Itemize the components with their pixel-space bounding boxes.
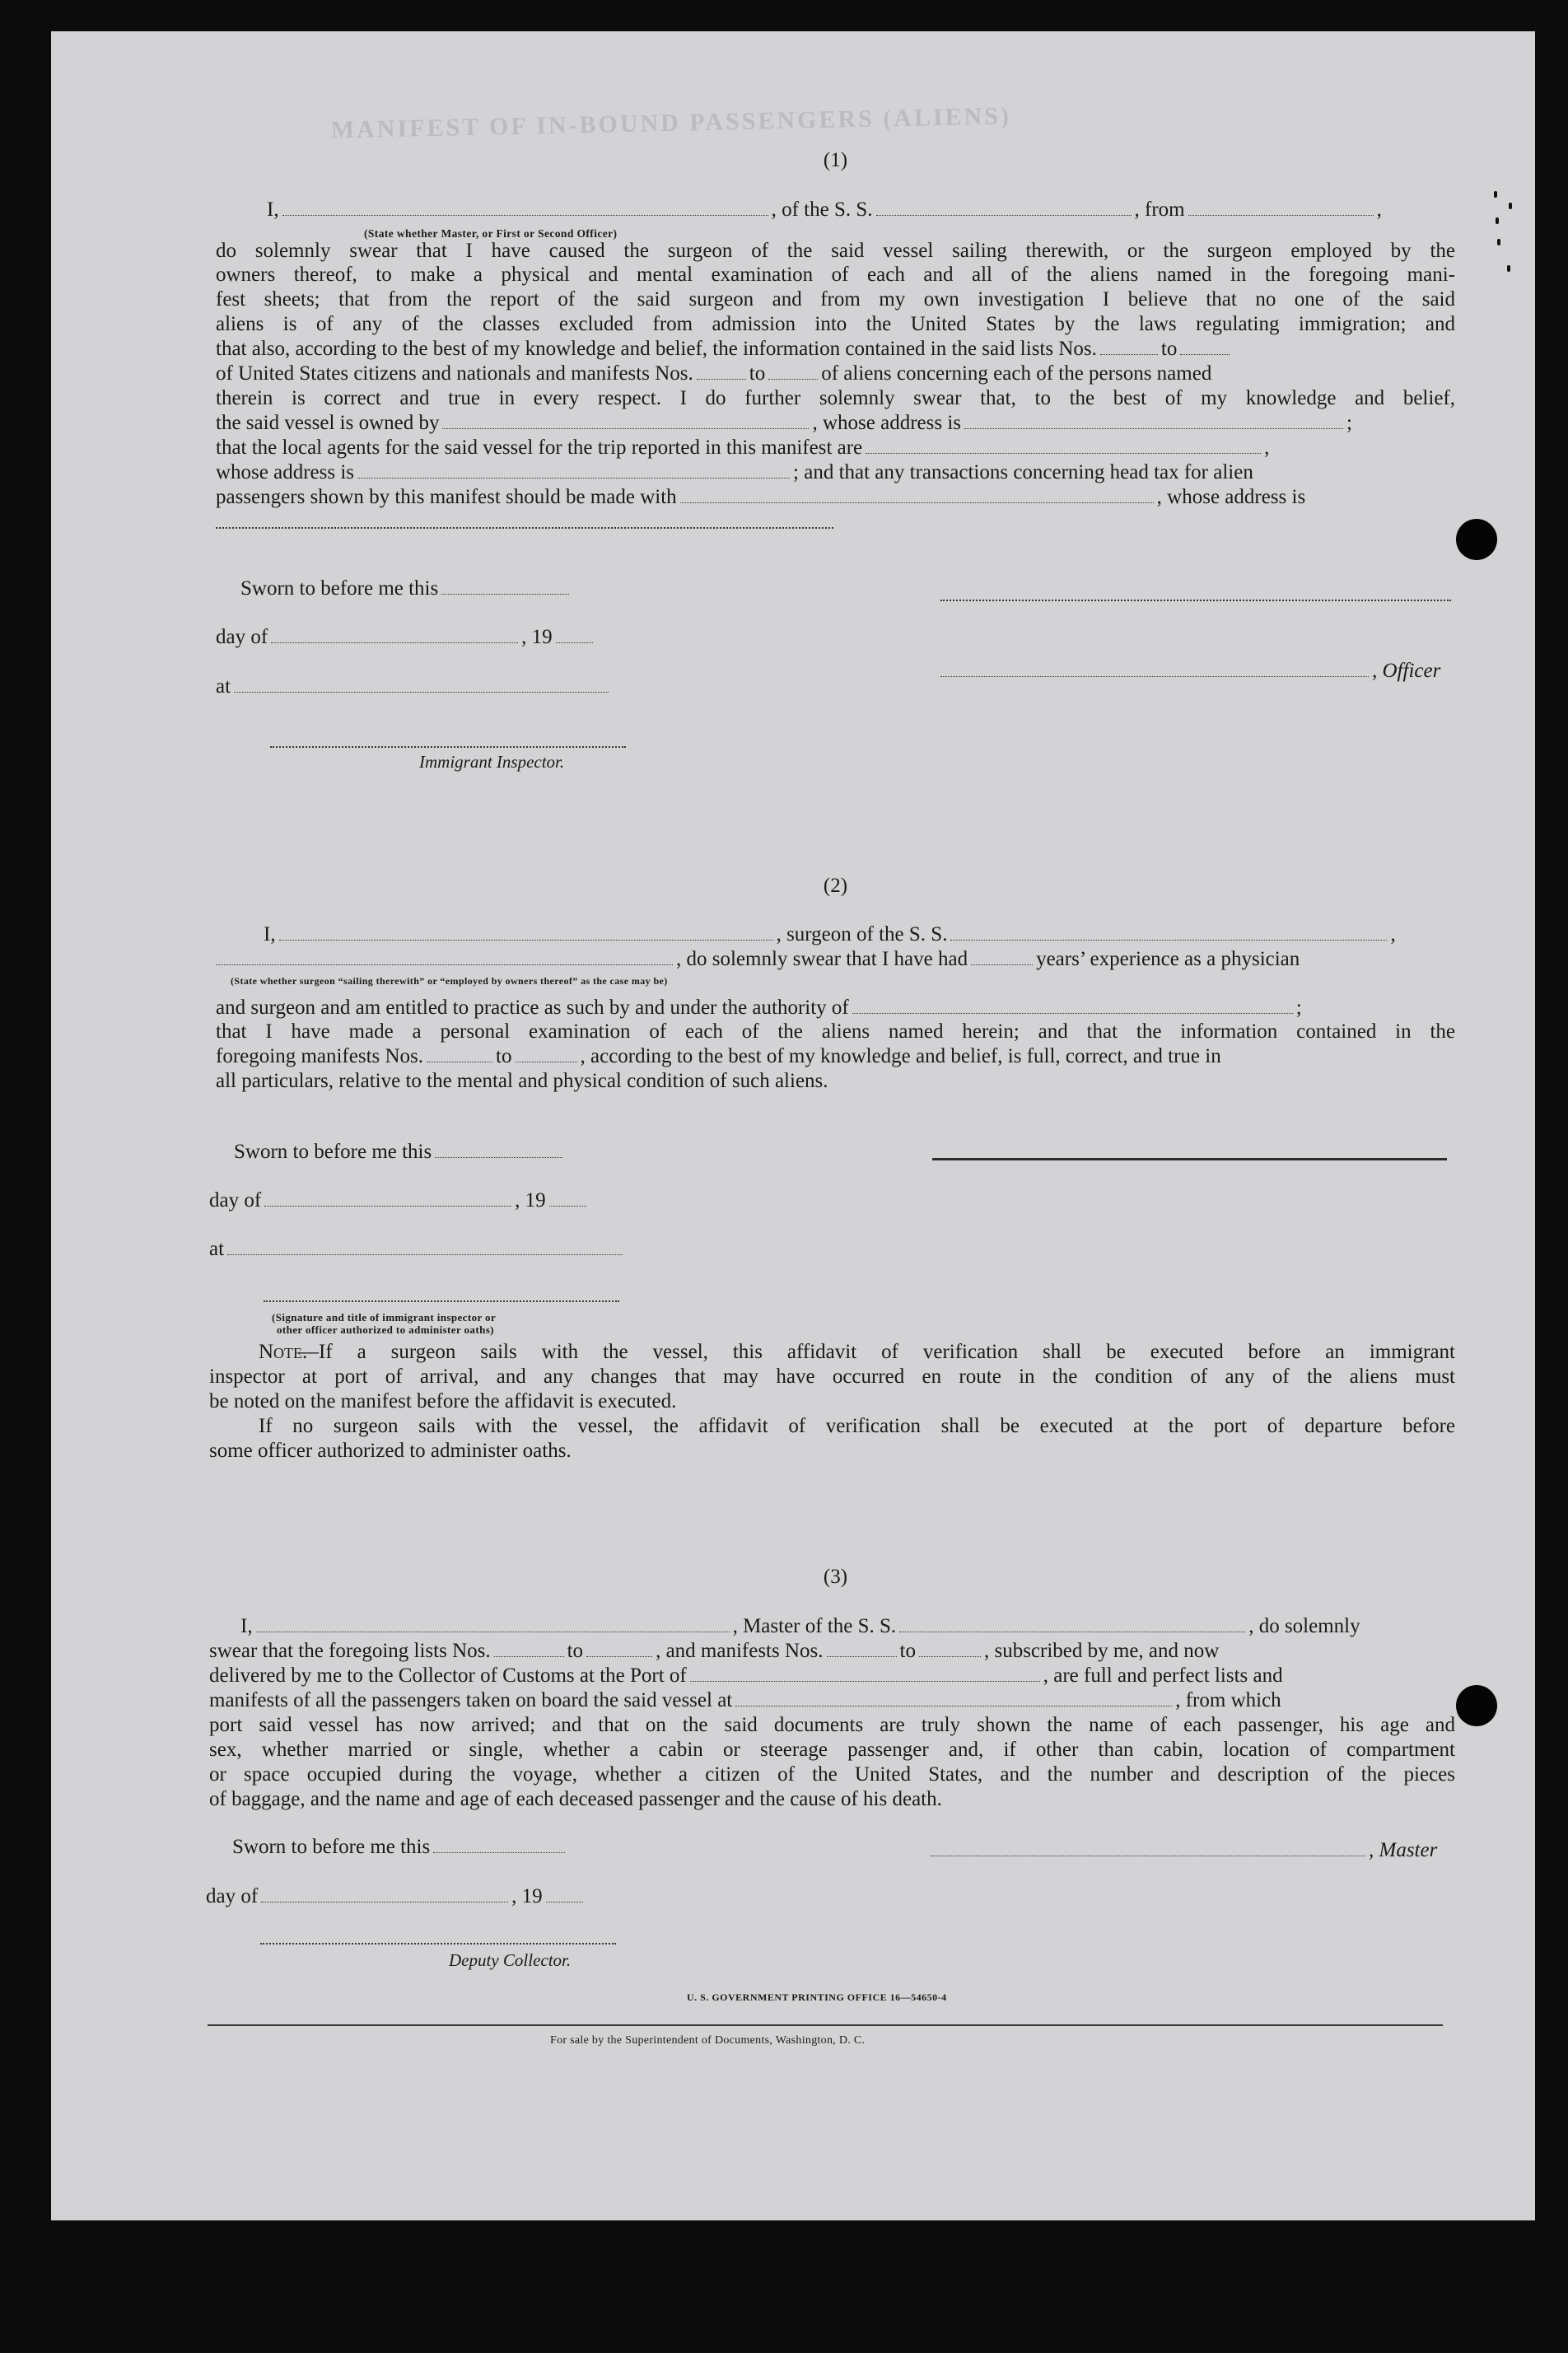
s2-note-label: Note. <box>259 1341 308 1363</box>
s2-manifest-to[interactable] <box>516 1061 577 1062</box>
s1-para-3: aliens is of any of the classes excluded from admission into the United States by the laws regulating immigration; and <box>216 313 1455 335</box>
s3-boarded-field[interactable] <box>735 1705 1172 1706</box>
s2-exam-line: that I have made a personal examination of each of the aliens named herein; and that the information contained in the <box>216 1020 1455 1043</box>
s3-sworn <box>232 1835 568 1860</box>
s1-address-field[interactable] <box>216 527 833 529</box>
section-2-number: (2) <box>823 875 848 897</box>
s2-authority: and surgeon and am entitled to practice as such by and under the authority of ; <box>216 997 1302 1019</box>
s2-day-label: day of <box>209 1189 262 1212</box>
s1-inspector-line[interactable] <box>270 746 626 748</box>
s1-citizens-text: of United States citizens and nationals and manifests Nos. <box>216 362 693 385</box>
footer-rule <box>208 2024 1443 2026</box>
s3-master-line <box>931 1838 1437 1863</box>
s3-ship-field[interactable] <box>899 1631 1245 1632</box>
s1-manifest-to[interactable] <box>768 378 818 380</box>
s2-particulars: all particulars, relative to the mental and physical condition of such aliens. <box>216 1070 828 1092</box>
s1-year-label: , 19 <box>521 626 553 648</box>
s3-master-sign-field[interactable] <box>931 1855 1365 1856</box>
printer-imprint: U. S. GOVERNMENT PRINTING OFFICE 16—54650-4 <box>687 1991 947 2003</box>
s1-passengers-text: passengers shown by this manifest should be made with <box>216 486 677 508</box>
s3-manifests-text: manifests of all the passengers taken on board the said vessel at <box>209 1689 733 1711</box>
s1-lists-to: to <box>1160 338 1178 360</box>
s1-day-field[interactable] <box>271 642 518 643</box>
s1-officer-field[interactable] <box>282 214 768 216</box>
s2-role-caption: (State whether surgeon “sailing therewith” or “employed by owners thereof” as the case may be) <box>231 975 668 987</box>
s2-surgeon-label: , surgeon of the S. S. <box>776 923 948 945</box>
s3-line1-end: , do solemnly <box>1248 1615 1360 1637</box>
s2-signature-line[interactable] <box>932 1158 1447 1160</box>
s3-para-2: or space occupied during the voyage, whether a citizen of the United States, and the number and description of the pieces <box>209 1763 1455 1786</box>
s2-years-label: years’ experience as a physician <box>1036 948 1300 970</box>
s1-ss-label: , of the S. S. <box>771 198 873 221</box>
s1-agents-text: that the local agents for the said vessel for the trip reported in this manifest are <box>216 437 863 459</box>
s2-manifests-end: , according to the best of my knowledge and belief, is full, correct, and true in <box>580 1045 1221 1067</box>
s2-note-text-0: —If a surgeon sails with the vessel, this affidavit of verification shall be executed before an immigrant <box>298 1341 1455 1363</box>
s3-para-3: of baggage, and the name and age of each deceased passenger and the cause of his death. <box>209 1788 942 1810</box>
s2-swear-text: , do solemnly swear that I have had <box>676 948 968 970</box>
s3-manifests-from[interactable] <box>827 1655 897 1657</box>
s1-i: I, <box>267 198 279 221</box>
s2-manifests-line <box>216 1044 1221 1069</box>
s2-i: I, <box>264 923 276 945</box>
s2-year-field[interactable] <box>549 1205 586 1207</box>
s1-sworn-label: Sworn to before me this <box>240 577 439 600</box>
s1-sworn <box>240 577 572 601</box>
s3-year-field[interactable] <box>546 1901 583 1902</box>
s1-agents-field[interactable] <box>866 452 1261 454</box>
s1-ship-field[interactable] <box>876 214 1132 216</box>
s1-citizens-end: of aliens concerning each of the persons named <box>821 362 1212 385</box>
s1-year-field[interactable] <box>556 642 593 643</box>
s1-owned-line: the said vessel is owned by , whose address is ; <box>216 412 1352 434</box>
s1-manifest-from[interactable] <box>697 378 746 380</box>
s1-officer-sign-field[interactable] <box>940 675 1369 677</box>
s1-owner-field[interactable] <box>442 427 809 429</box>
s3-delivered-text: delivered by me to the Collector of Customs at the Port of <box>209 1664 687 1687</box>
s3-lists-from[interactable] <box>494 1655 564 1657</box>
s3-manifests-label: , and manifests Nos. <box>656 1640 824 1662</box>
s2-note-0 <box>216 1340 1455 1365</box>
s1-agents-addr-field[interactable] <box>357 477 790 479</box>
s1-para-2: fest sheets; that from the report of the said surgeon and from my own investigation I believe that no one of the said <box>216 288 1455 310</box>
s2-sworn-field[interactable] <box>435 1156 562 1158</box>
s1-line1: I, , of the S. S. , from , <box>267 198 1382 221</box>
s2-at-field[interactable] <box>227 1254 623 1255</box>
s1-sworn-field[interactable] <box>441 593 569 595</box>
s1-officer-line <box>940 659 1440 684</box>
s1-whose-line <box>216 460 1253 485</box>
s1-from-label: , from <box>1134 198 1185 221</box>
s3-manifests-to[interactable] <box>919 1655 981 1657</box>
s3-port-field[interactable] <box>690 1680 1040 1682</box>
s1-citizens-to: to <box>749 362 766 385</box>
s2-year-label: , 19 <box>515 1189 546 1212</box>
s2-at <box>209 1237 626 1262</box>
s3-para-0: port said vessel has now arrived; and that on the said documents are truly shown the name of each passenger, his age and <box>209 1714 1455 1736</box>
s2-line2 <box>216 947 1300 972</box>
s1-passengers-line <box>216 485 1305 510</box>
s3-line2-end: , subscribed by me, and now <box>983 1640 1220 1662</box>
s1-owned-text: the said vessel is owned by <box>216 412 440 434</box>
s1-agents-line: that the local agents for the said vessel for the trip reported in this manifest are , <box>216 437 1270 459</box>
s2-sig-caption-2: other officer authorized to administer oaths) <box>277 1324 494 1336</box>
s2-sworn-label: Sworn to before me this <box>234 1141 432 1163</box>
s2-manifests-to: to <box>496 1045 512 1067</box>
s1-signature-line[interactable] <box>940 600 1451 601</box>
s2-at-label: at <box>209 1238 225 1260</box>
s3-line4-end: , from which <box>1175 1689 1281 1711</box>
s2-sworn <box>234 1140 566 1165</box>
s2-line1: I, , surgeon of the S. S. , <box>264 923 1396 945</box>
s3-deputy-line[interactable] <box>260 1943 616 1944</box>
s3-line3 <box>209 1664 1283 1688</box>
s2-inspector-line[interactable] <box>264 1300 619 1302</box>
s1-owner-addr-label: , whose address is <box>812 412 962 434</box>
s1-correct-line: therein is correct and true in every respect. I do further solemnly swear that, to the best of my knowledge and belief, <box>216 387 1455 409</box>
s3-day <box>206 1884 586 1909</box>
s3-line4 <box>209 1688 1281 1713</box>
s3-swear-text: swear that the foregoing lists Nos. <box>209 1640 491 1662</box>
bleed-through-header: MANIFEST OF IN-BOUND PASSENGERS (ALIENS) <box>330 102 1012 144</box>
s2-day-field[interactable] <box>264 1205 511 1207</box>
s1-headtax-field[interactable] <box>680 502 1154 503</box>
sale-notice: For sale by the Superintendent of Documents, Washington, D. C. <box>550 2034 866 2047</box>
s3-line1 <box>240 1614 1360 1639</box>
s1-day <box>216 625 596 650</box>
s1-officer-caption: (State whether Master, or First or Second Officer) <box>364 227 618 240</box>
s1-lists-text: that also, according to the best of my knowledge and belief, the information contained in the said lists Nos. <box>216 338 1097 360</box>
punch-hole-upper <box>1456 519 1497 560</box>
s3-sworn-field[interactable] <box>433 1851 565 1853</box>
s1-lists-from[interactable] <box>1100 353 1158 355</box>
s2-note-2: be noted on the manifest before the affidavit is executed. <box>209 1390 677 1412</box>
s1-at <box>216 675 612 699</box>
s2-sig-caption-1: (Signature and title of immigrant inspector or <box>272 1311 497 1324</box>
s1-whose-end: ; and that any transactions concerning head tax for alien <box>793 461 1253 483</box>
s3-i: I, <box>240 1615 253 1637</box>
s1-lists-to-field[interactable] <box>1180 353 1230 355</box>
s1-citizens-line <box>216 362 1211 386</box>
s2-authority-field[interactable] <box>852 1012 1293 1014</box>
s1-officer-label: , Officer <box>1372 660 1441 682</box>
s2-years-field[interactable] <box>971 964 1033 965</box>
s3-para-1: sex, whether married or single, whether a cabin or steerage passenger and, if other than cabin, location of compartment <box>209 1739 1455 1761</box>
form-page <box>51 31 1535 2220</box>
s1-whose-text: whose address is <box>216 461 355 483</box>
s1-lists-line <box>216 337 1233 362</box>
s1-inspector-label: Immigrant Inspector. <box>419 752 565 772</box>
s1-para-1: owners thereof, to make a physical and mental examination of each and all of the aliens named in the foregoing mani- <box>216 264 1455 286</box>
section-3-number: (3) <box>823 1566 848 1588</box>
s3-master-label: , Master of the S. S. <box>732 1615 897 1637</box>
s3-line3-end: , are full and perfect lists and <box>1043 1664 1283 1687</box>
s2-manifest-from[interactable] <box>427 1061 492 1062</box>
s2-manifests-text: foregoing manifests Nos. <box>216 1045 424 1067</box>
s3-to-1: to <box>567 1640 584 1662</box>
s1-para-0: do solemnly swear that I have caused the surgeon of the said vessel sailing therewith, or the surgeon employed by the <box>216 240 1455 262</box>
s1-from-field[interactable] <box>1188 214 1374 216</box>
s3-line2 <box>209 1639 1219 1664</box>
s2-authority-text: and surgeon and am entitled to practice as such by and under the authority of <box>216 997 849 1019</box>
s2-day <box>209 1188 590 1213</box>
s1-owner-addr-field[interactable] <box>964 427 1343 429</box>
edge-marks <box>1491 188 1515 287</box>
s1-at-label: at <box>216 675 231 698</box>
s2-note2-1: some officer authorized to administer oaths. <box>209 1440 572 1462</box>
s2-role-field[interactable] <box>216 964 673 965</box>
s3-master-field[interactable] <box>256 1631 730 1632</box>
s3-day-label: day of <box>206 1885 259 1907</box>
s3-master-sign-label: , Master <box>1369 1839 1438 1861</box>
s3-year-label: , 19 <box>511 1885 543 1907</box>
s2-note2-0: If no surgeon sails with the vessel, the affidavit of verification shall be executed at the port of departure before <box>259 1415 1455 1437</box>
s1-at-field[interactable] <box>234 691 609 693</box>
s3-sworn-label: Sworn to before me this <box>232 1836 431 1858</box>
punch-hole-lower <box>1456 1685 1497 1726</box>
s3-day-field[interactable] <box>261 1901 508 1902</box>
s2-surgeon-field[interactable] <box>279 939 773 941</box>
s1-day-label: day of <box>216 626 268 648</box>
s1-passengers-end: , whose address is <box>1156 486 1306 508</box>
section-1-number: (1) <box>823 149 848 171</box>
s2-ship-field[interactable] <box>950 939 1387 941</box>
s2-note-1: inspector at port of arrival, and any changes that may have occurred en route in the condition of any of the aliens must <box>209 1366 1455 1388</box>
s3-to-2: to <box>899 1640 916 1662</box>
s3-deputy-label: Deputy Collector. <box>449 1950 572 1970</box>
s3-lists-to[interactable] <box>586 1655 652 1657</box>
